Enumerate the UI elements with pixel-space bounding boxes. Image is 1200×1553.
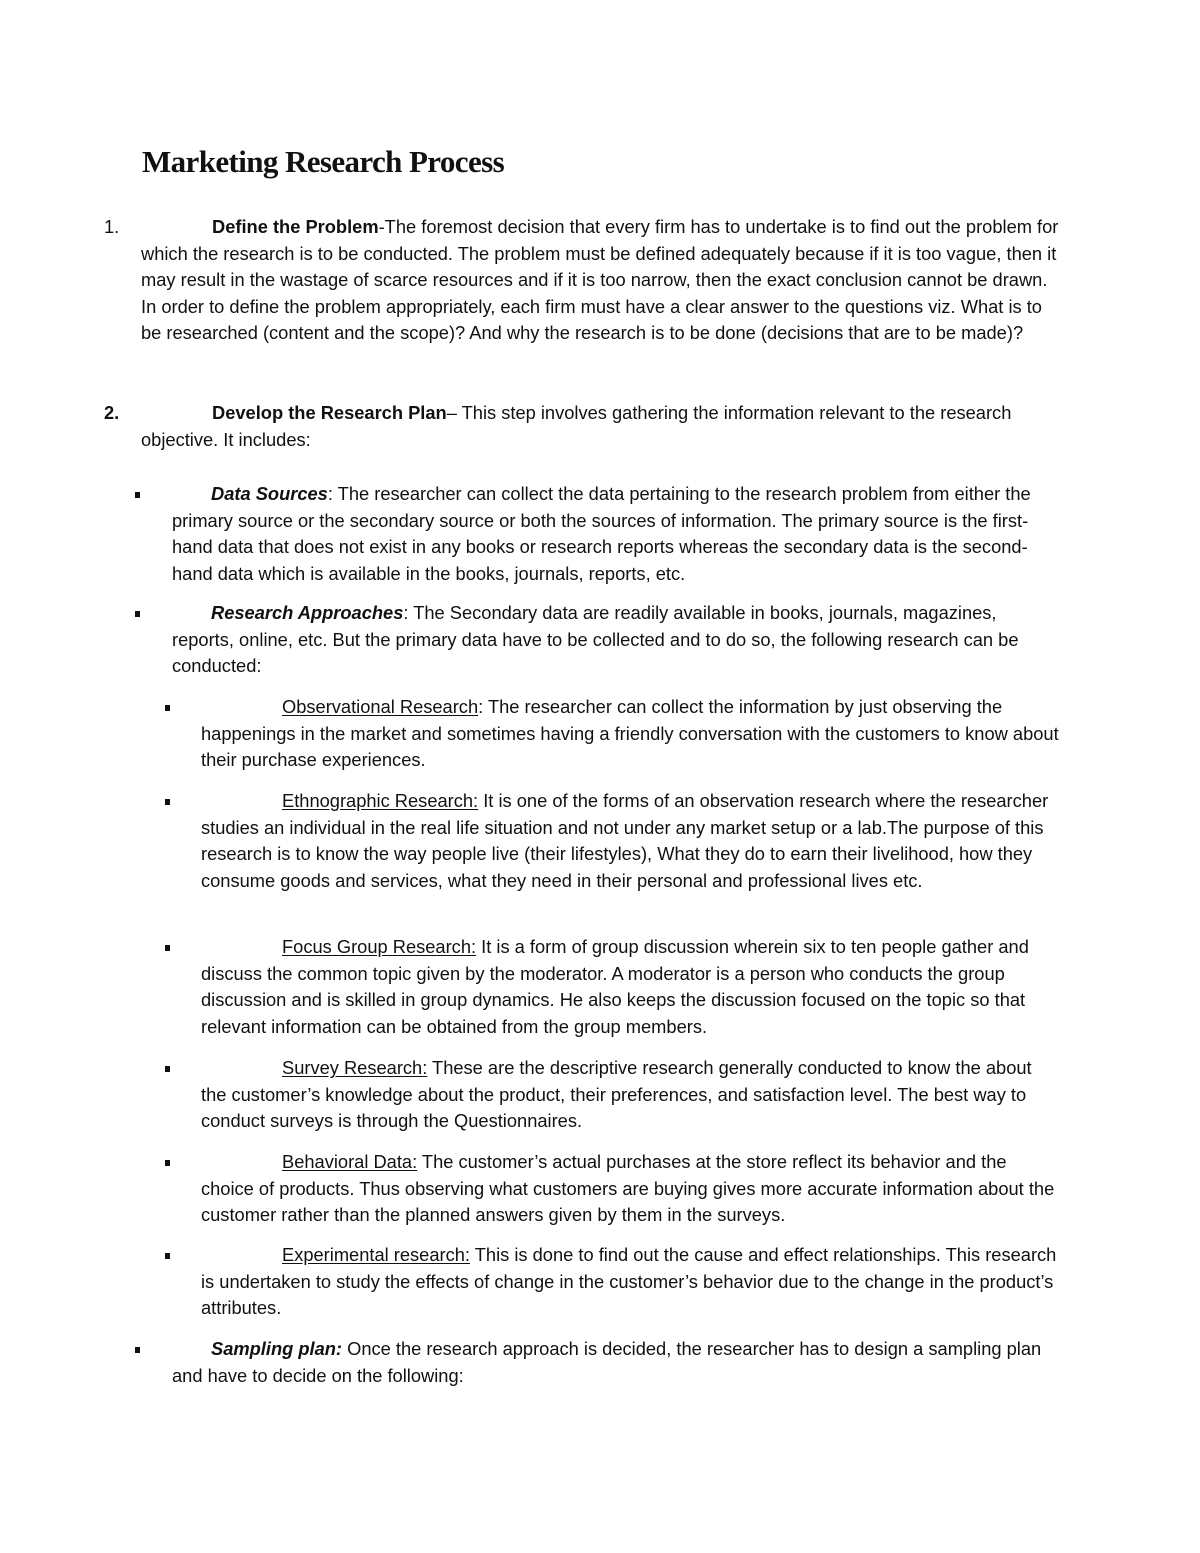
- item-text: The customer’s actual purchases at the store reflect its behavior and the choice of products. Thus observing what customers are buying gives more accurate information about the customer rather than the planned answers given by them in the surveys.: [201, 1151, 1055, 1226]
- item-text: Once the research approach is decided, the researcher has to design a sampling plan and have to decide on the following:: [172, 1338, 1042, 1386]
- item-paragraph: [172, 1336, 1060, 1389]
- item-heading: Data Sources: [211, 483, 328, 504]
- approach-item-behavioral: [165, 1149, 1060, 1229]
- item-heading: Focus Group Research:: [282, 936, 477, 957]
- item-text: These are the descriptive research generally conducted to know the about the customer’s knowledge about the product, their preferences, and satisfaction level. The best way to conduct surveys is through the Questionnaires.: [201, 1057, 1032, 1132]
- item-paragraph: [201, 1242, 1060, 1322]
- approach-item-focus-group: [165, 934, 1060, 1040]
- bullet-item-sampling-plan: [135, 1336, 1060, 1389]
- square-bullet-icon: [165, 705, 170, 711]
- item-paragraph: [141, 400, 1060, 453]
- item-paragraph: [172, 481, 1060, 587]
- item-paragraph: [201, 694, 1060, 774]
- square-bullet-icon: [165, 1066, 170, 1072]
- item-paragraph: [172, 600, 1060, 680]
- square-bullet-icon: [135, 492, 140, 498]
- item-heading: Develop the Research Plan: [212, 402, 447, 423]
- numbered-item-define-problem: [104, 214, 1060, 347]
- approach-item-ethnographic: [165, 788, 1060, 894]
- square-bullet-icon: [165, 1253, 170, 1259]
- item-text: – This step involves gathering the information relevant to the research objective. It includes:: [141, 402, 1012, 450]
- item-text: : The researcher can collect the data pertaining to the research problem from either the primary source or the secondary source or both the sources of information. The primary source is the first-hand data that does not exist in any books or research reports whereas the secondary data is the second-hand data which is available in the books, journals, reports, etc.: [172, 483, 1031, 584]
- item-heading: Research Approaches: [211, 602, 404, 623]
- bullet-item-data-sources: [135, 481, 1060, 587]
- item-heading: Define the Problem: [212, 216, 379, 237]
- item-heading: Experimental research:: [282, 1244, 470, 1265]
- item-heading: Survey Research:: [282, 1057, 428, 1078]
- approach-item-observational: [165, 694, 1060, 774]
- approach-item-experimental: [165, 1242, 1060, 1322]
- square-bullet-icon: [165, 799, 170, 805]
- bullet-item-research-approaches: [135, 600, 1060, 680]
- square-bullet-icon: [165, 945, 170, 951]
- item-paragraph: [201, 1149, 1060, 1229]
- item-text: : The researcher can collect the information by just observing the happenings in the market and sometimes having a friendly conversation with the customers to know about their purchase experiences.: [201, 696, 1059, 771]
- item-paragraph: [201, 934, 1060, 1040]
- item-text: It is a form of group discussion wherein six to ten people gather and discuss the common topic given by the moderator. A moderator is a person who conducts the group discussion and is skilled in group dynamics. He also keeps the discussion focused on the topic so that relevant information can be obtained from the group members.: [201, 936, 1029, 1037]
- item-text: It is one of the forms of an observation research where the researcher studies an individual in the real life situation and not under any market setup or a lab.The purpose of this research is to know the way people live (their lifestyles), What they do to earn their livelihood, how they consume goods and services, what they need in their personal and professional lives etc.: [201, 790, 1049, 891]
- item-number: 1.: [104, 216, 120, 237]
- numbered-item-research-plan: [104, 400, 1060, 453]
- square-bullet-icon: [135, 611, 140, 617]
- item-paragraph: [141, 214, 1060, 347]
- approach-item-survey: [165, 1055, 1060, 1135]
- item-text: This is done to find out the cause and effect relationships. This research is undertaken to study the effects of change in the customer’s behavior due to the change in the product’s attributes.: [201, 1244, 1057, 1319]
- item-paragraph: [201, 1055, 1060, 1135]
- square-bullet-icon: [165, 1160, 170, 1166]
- item-number: 2.: [104, 402, 120, 423]
- square-bullet-icon: [135, 1347, 140, 1353]
- item-heading: Sampling plan:: [211, 1338, 343, 1359]
- item-paragraph: [201, 788, 1060, 894]
- item-text: -The foremost decision that every firm has to undertake is to find out the problem for which the research is to be conducted. The problem must be defined adequately because if it is too vague, then it may result in the wastage of scarce resources and if it is too narrow, then the exact conclusion cannot be drawn. In order to define the problem appropriately, each firm must have a clear answer to the questions viz. What is to be researched (content and the scope)? And why the research is to be done (decisions that are to be made)?: [141, 216, 1059, 344]
- page-title: Marketing Research Process: [142, 144, 505, 179]
- item-heading: Behavioral Data:: [282, 1151, 418, 1172]
- item-heading: Ethnographic Research:: [282, 790, 479, 811]
- item-text: : The Secondary data are readily available in books, journals, magazines, reports, online, etc. But the primary data have to be collected and to do so, the following research can be conducted:: [172, 602, 1019, 677]
- item-heading: Observational Research: [282, 696, 479, 717]
